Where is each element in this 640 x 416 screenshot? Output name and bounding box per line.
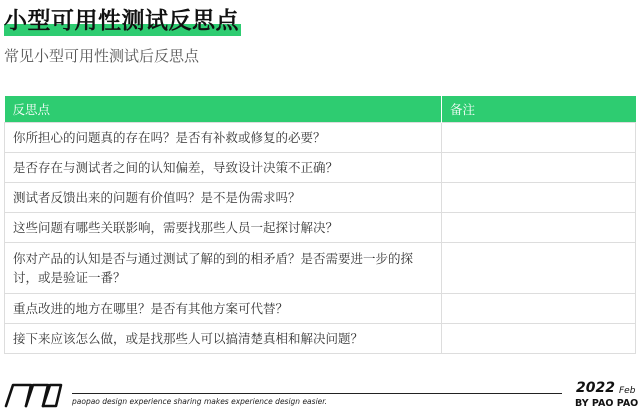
footer-tagline: paopao design experience sharing makes experience design easier. bbox=[72, 397, 328, 406]
notes-cell[interactable] bbox=[442, 183, 636, 213]
table-row bbox=[5, 324, 636, 354]
reflection-cell: 接下来应该怎么做，或是找那些人可以搞清楚真相和解决问题？ bbox=[5, 324, 442, 354]
notes-cell[interactable] bbox=[442, 294, 636, 324]
table-row bbox=[5, 153, 636, 183]
page-subtitle: 常见小型可用性测试后反思点 bbox=[4, 47, 200, 65]
footer bbox=[0, 376, 640, 416]
reflection-cell: 你对产品的认知是否与通过测试了解的到的相矛盾？是否需要进一步的探讨，或是验证一番？ bbox=[5, 243, 442, 294]
reflection-cell: 测试者反馈出来的问题有价值吗？是不是伪需求吗？ bbox=[5, 183, 442, 213]
notes-cell[interactable] bbox=[442, 243, 636, 294]
table-row bbox=[5, 243, 636, 294]
footer-year: 2022 bbox=[576, 380, 615, 396]
reflection-cell: 重点改进的地方在哪里？是否有其他方案可代替？ bbox=[5, 294, 442, 324]
reflection-table bbox=[4, 96, 636, 354]
reflection-cell: 是否存在与测试者之间的认知偏差，导致设计决策不正确？ bbox=[5, 153, 442, 183]
table-row bbox=[5, 183, 636, 213]
footer-divider bbox=[72, 393, 562, 394]
notes-cell[interactable] bbox=[442, 213, 636, 243]
table-row bbox=[5, 294, 636, 324]
page-title: 小型可用性测试反思点 bbox=[4, 8, 239, 34]
footer-month: Feb bbox=[619, 386, 636, 396]
paopao-logo-icon bbox=[4, 382, 64, 408]
reflection-cell: 这些问题有哪些关联影响，需要找那些人员一起探讨解决？ bbox=[5, 213, 442, 243]
notes-cell[interactable] bbox=[442, 153, 636, 183]
table-row bbox=[5, 213, 636, 243]
footer-byline: BY PAO PAO bbox=[575, 398, 639, 409]
table-header-row bbox=[5, 96, 636, 123]
table-row bbox=[5, 123, 636, 153]
header-notes: 备注 bbox=[442, 96, 636, 123]
title-block bbox=[4, 4, 239, 38]
header-reflection: 反思点 bbox=[5, 96, 442, 123]
notes-cell[interactable] bbox=[442, 123, 636, 153]
reflection-cell: 你所担心的问题真的存在吗？是否有补救或修复的必要？ bbox=[5, 123, 442, 153]
notes-cell[interactable] bbox=[442, 324, 636, 354]
